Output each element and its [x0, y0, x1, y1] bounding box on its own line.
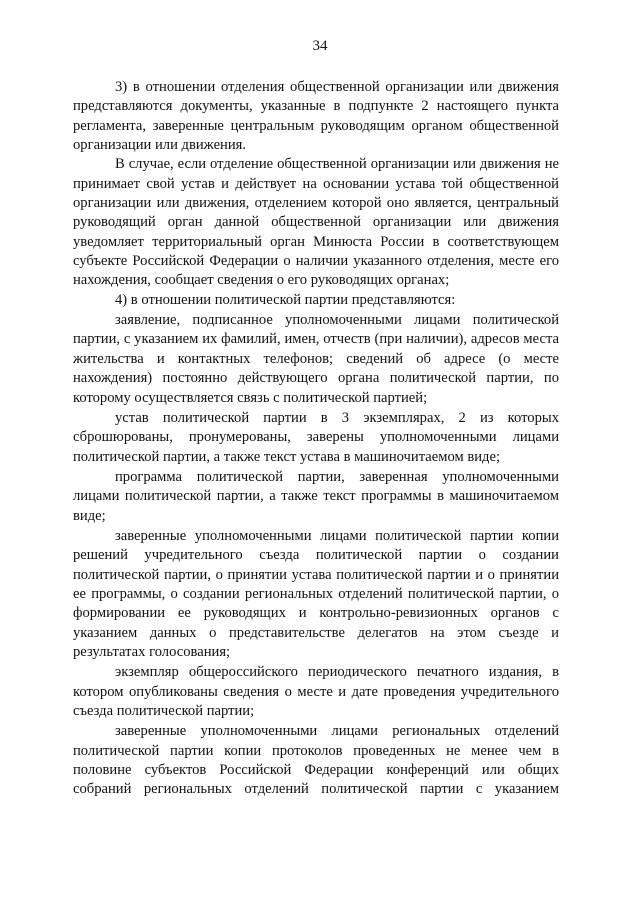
- paragraph-periodical-edition: экземпляр общероссийского периодического печатного издания, в котором опубликованы сведения о месте и дате проведения учредительного съезда политической партии;: [73, 664, 559, 719]
- paragraph-4-political-party: 4) в отношении политической партии представляются:: [115, 291, 456, 308]
- paragraph-founding-congress-decisions: заверенные уполномоченными лицами политической партии копии решений учредительного съезда политической партии о создании политической партии, о принятии устава политической партии и о принятии ее программы, о создании региональных отделений политической партии, о формировании ее руководящих и контрольно-ревизионных органов с указанием данных о представительстве делегатов на этом съезде и результатах голосования;: [73, 527, 559, 660]
- paragraph-party-program: программа политической партии, заверенная уполномоченными лицами политической партии, а также текст программы в машиночитаемом виде;: [73, 468, 559, 524]
- paragraph-branch-without-charter: В случае, если отделение общественной организации или движения не принимает свой устав и действует на основании устава той общественной организации или движения, отделением которой оно является, центральный руководящий орган данной общественной организации или движения уведомляет территориальный орган Минюста России в соответствующем субъекте Российской Федерации о наличии указанного отделения, месте его нахождения, сообщает сведения о его руководящих органах;: [73, 156, 559, 289]
- paragraph-3-public-org-branch: 3) в отношении отделения общественной организации или движения представляются документы, указанные в подпункте 2 настоящего пункта регламента, заверенные центральным руководящим органом общественной организации или движения.: [73, 79, 559, 154]
- document-body: [73, 78, 559, 800]
- page-number: 34: [312, 38, 328, 54]
- paragraph-regional-protocols: заверенные уполномоченными лицами региональных отделений политической партии копии протоколов проведенных не менее чем в половине субъектов Российской Федерации конференций или общих собраний региональных отделений политической партии с указанием: [73, 723, 559, 798]
- paragraph-party-application: заявление, подписанное уполномоченными лицами политической партии, с указанием их фамилий, имен, отчеств (при наличии), адресов места жительства и контактных телефонов; сведений об адресе (о месте нахождения) постоянно действующего органа политической партии, по которому осуществляется связь с политической партией;: [73, 312, 559, 406]
- paragraph-party-charter: устав политической партии в 3 экземплярах, 2 из которых сброшюрованы, пронумерованы, заверены уполномоченными лицами политической партии, а также текст устава в машиночитаемом виде;: [73, 409, 559, 465]
